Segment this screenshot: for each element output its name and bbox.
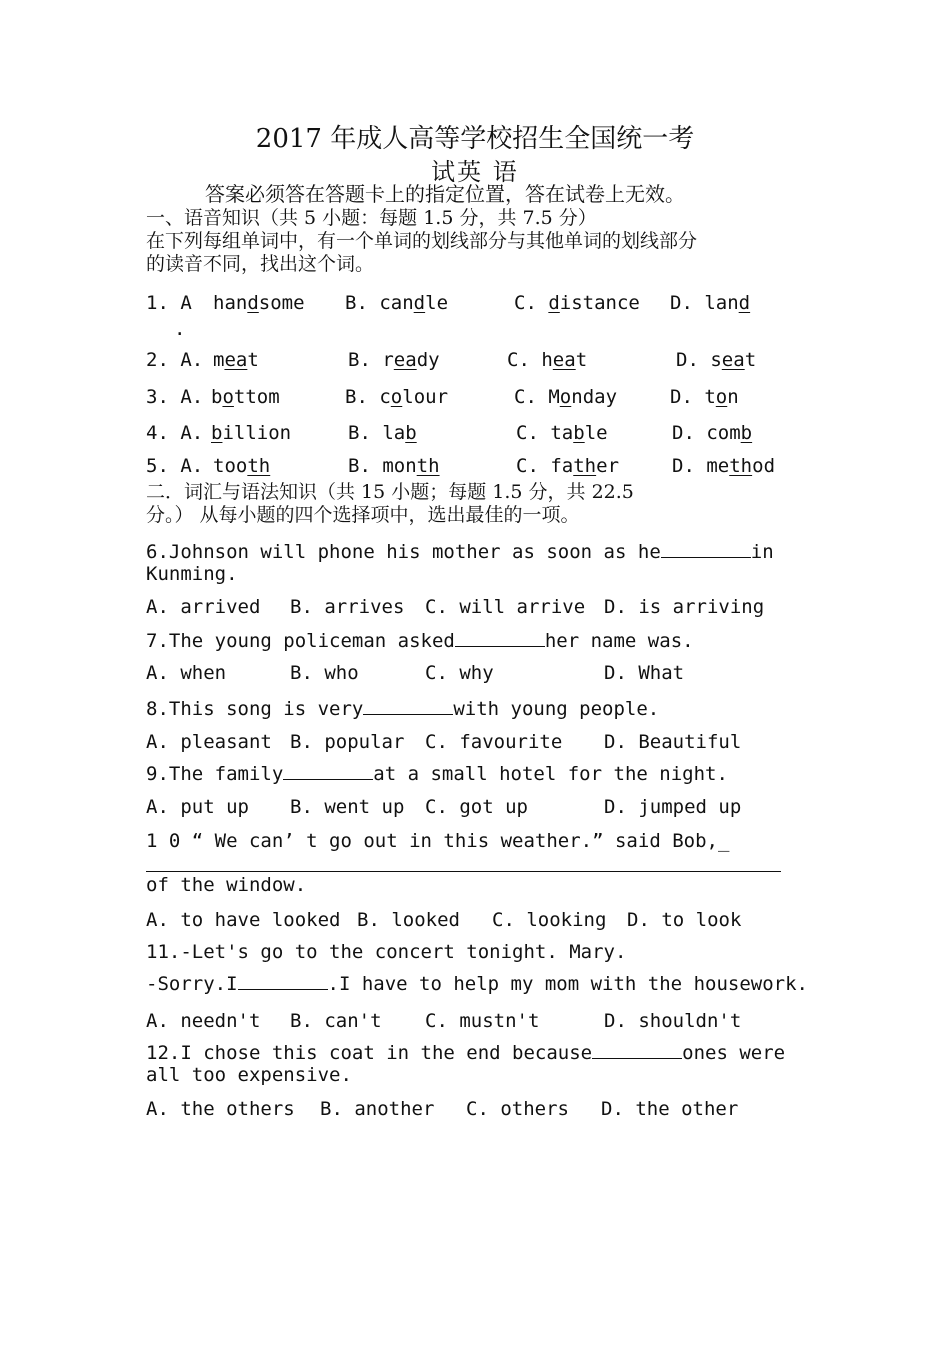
question-stem: 9.The family at a small hotel for the night. (146, 763, 728, 785)
section1-heading: 一、语音知识（共 5 小题：每题 1.5 分，共 7.5 分） (146, 207, 597, 229)
option-a: meat (213, 349, 259, 371)
answer-blank (455, 630, 545, 647)
option-c: C. distance (514, 292, 640, 314)
option-b: B. lab (348, 422, 417, 444)
option-c: C. looking (492, 909, 607, 931)
option-a: A. arrived (146, 596, 261, 618)
question-stem-continued: of the window. (146, 874, 307, 896)
option-c: C. why (425, 662, 494, 684)
question-stem: 11.-Let's go to the concert tonight. Mary. (146, 941, 627, 963)
section1-instruction-line1: 在下列每组单词中，有一个单词的划线部分与其他单词的划线部分 (146, 230, 698, 252)
question-stem: 6.Johnson will phone his mother as soon as he in (146, 541, 774, 563)
option-c: C. heat (507, 349, 588, 371)
exam-subtitle: 试英 语 (431, 158, 519, 186)
question-stem-continued: -Sorry.I .I have to help my mom with the housework. (146, 973, 808, 995)
option-b: B. candle (345, 292, 449, 314)
option-c: C. got up (425, 796, 528, 818)
option-b: B. went up (290, 796, 405, 818)
option-d: D. seat (676, 349, 757, 371)
option-a: A. pleasant (146, 731, 272, 753)
option-b: B. can't (290, 1010, 382, 1032)
option-b: B. month (348, 455, 440, 477)
option-d: D. ton (670, 386, 739, 408)
question-stem: 7.The young policeman asked her name was. (146, 630, 694, 652)
option-b: B. colour (345, 386, 449, 408)
answer-blank (592, 1042, 682, 1059)
question-number: 5. A. (146, 455, 204, 477)
option-a: A. to have looked (146, 909, 341, 931)
answer-blank (146, 871, 781, 872)
option-d: D. comb (672, 422, 753, 444)
section1-instruction-line2: 的读音不同，找出这个词。 (146, 253, 375, 275)
answer-blank (283, 763, 373, 780)
option-c: C. will arrive (425, 596, 586, 618)
option-a: billion (211, 422, 292, 444)
option-c: C. favourite (425, 731, 563, 753)
option-d: D. is arriving (604, 596, 765, 618)
question-stem-continued: Kunming. (146, 563, 238, 585)
answer-blank (661, 541, 751, 558)
option-b: B. who (290, 662, 359, 684)
exam-notice: 答案必须答在答题卡上的指定位置，答在试卷上无效。 (205, 182, 685, 206)
option-d: D. Beautiful (604, 731, 742, 753)
option-b: B. another (320, 1098, 435, 1120)
option-d: D. method (672, 455, 776, 477)
question-stem-continued: all too expensive. (146, 1064, 352, 1086)
option-d: D. to look (627, 909, 742, 931)
section2-heading-line1: 二．词汇与语法知识（共 15 小题；每题 1.5 分，共 22.5 (146, 481, 634, 503)
option-c: C. father (516, 455, 620, 477)
question-number: 1. A (146, 292, 192, 314)
question-stem: 1 0 “ We can’ t go out in this weather.” said Bob,_ (146, 830, 730, 852)
option-a: bottom (211, 386, 280, 408)
question-number: 2. A. (146, 349, 204, 371)
option-d: D. shouldn't (604, 1010, 742, 1032)
option-b: B. popular (290, 731, 405, 753)
option-d: D. jumped up (604, 796, 742, 818)
option-a: A. the others (146, 1098, 295, 1120)
option-a: tooth (213, 455, 271, 477)
option-c: C. Monday (514, 386, 618, 408)
question-stem: 12.I chose this coat in the end because ones were (146, 1042, 786, 1064)
question-number: 3. A. (146, 386, 204, 408)
option-b: B. ready (348, 349, 440, 371)
option-b: B. looked (357, 909, 460, 931)
option-c: C. others (466, 1098, 569, 1120)
exam-title: 2017 年成人高等学校招生全国统一考 (255, 124, 695, 154)
answer-blank (363, 698, 453, 715)
option-d: D. the other (601, 1098, 739, 1120)
option-a: A. needn't (146, 1010, 261, 1032)
answer-blank (238, 973, 328, 990)
option-a: A. put up (146, 796, 249, 818)
option-c: C. table (516, 422, 608, 444)
option-c: C. mustn't (425, 1010, 540, 1032)
question-number: 4. A. (146, 422, 204, 444)
option-a: A. when (146, 662, 227, 684)
option-b: B. arrives (290, 596, 405, 618)
question-stem: 8.This song is very with young people. (146, 698, 660, 720)
trailing-dot: . (174, 318, 186, 340)
option-d: D. land (670, 292, 751, 314)
section2-heading-line2: 分。） 从每小题的四个选择项中，选出最佳的一项。 (146, 504, 580, 526)
option-d: D. What (604, 662, 685, 684)
option-a: handsome (213, 292, 305, 314)
